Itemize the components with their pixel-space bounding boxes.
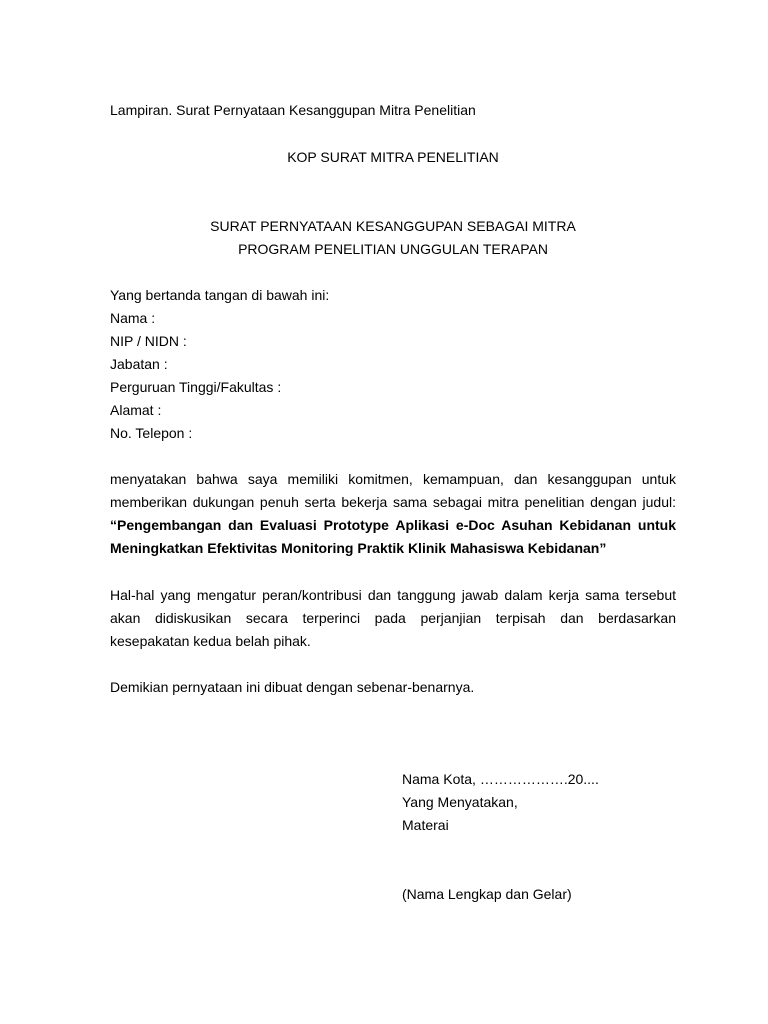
attachment-title: Lampiran. Surat Pernyataan Kesanggupan Mitra Penelitian	[110, 102, 476, 118]
signature-name: (Nama Lengkap dan Gelar)	[402, 886, 572, 902]
document-title-line-1: SURAT PERNYATAAN KESANGGUPAN SEBAGAI MITRA	[210, 218, 576, 234]
research-title-line-2: Meningkatkan Efektivitas Monitoring Praktik Klinik Mahasiswa Kebidanan”	[110, 540, 607, 556]
statement-line-1: menyatakan bahwa saya memiliki komitmen, kemampuan, dan kesanggupan untuk	[110, 471, 676, 487]
field-nama: Nama :	[110, 310, 156, 326]
terms-line-1: Hal-hal yang mengatur peran/kontribusi dan tanggung jawab dalam kerja sama tersebut	[110, 587, 676, 603]
intro-text: Yang bertanda tangan di bawah ini:	[110, 287, 330, 303]
terms-line-3: kesepakatan kedua belah pihak.	[110, 633, 311, 649]
closing-text: Demikian pernyataan ini dibuat dengan sebenar-benarnya.	[110, 679, 475, 695]
statement-line-2: memberikan dukungan penuh serta bekerja sama sebagai mitra penelitian dengan judul:	[110, 494, 676, 510]
field-alamat: Alamat :	[110, 402, 162, 418]
field-telepon: No. Telepon :	[110, 425, 193, 441]
statement-paragraph	[110, 468, 676, 560]
field-nip-nidn: NIP / NIDN :	[110, 333, 187, 349]
field-jabatan: Jabatan :	[110, 356, 168, 372]
terms-paragraph	[110, 584, 676, 653]
document-title-line-2: PROGRAM PENELITIAN UNGGULAN TERAPAN	[238, 241, 548, 257]
terms-line-2: akan didiskusikan secara terperinci pada perjanjian terpisah dan berdasarkan	[110, 610, 676, 626]
field-perguruan-tinggi: Perguruan Tinggi/Fakultas :	[110, 379, 282, 395]
signature-declarant: Yang Menyatakan,	[402, 794, 518, 810]
letterhead-placeholder: KOP SURAT MITRA PENELITIAN	[287, 149, 499, 165]
signature-stamp: Materai	[402, 817, 449, 833]
signature-place-date: Nama Kota, ……………….20....	[402, 771, 599, 787]
research-title-line-1: “Pengembangan dan Evaluasi Prototype Aplikasi e-Doc Asuhan Kebidanan untuk	[110, 517, 676, 533]
